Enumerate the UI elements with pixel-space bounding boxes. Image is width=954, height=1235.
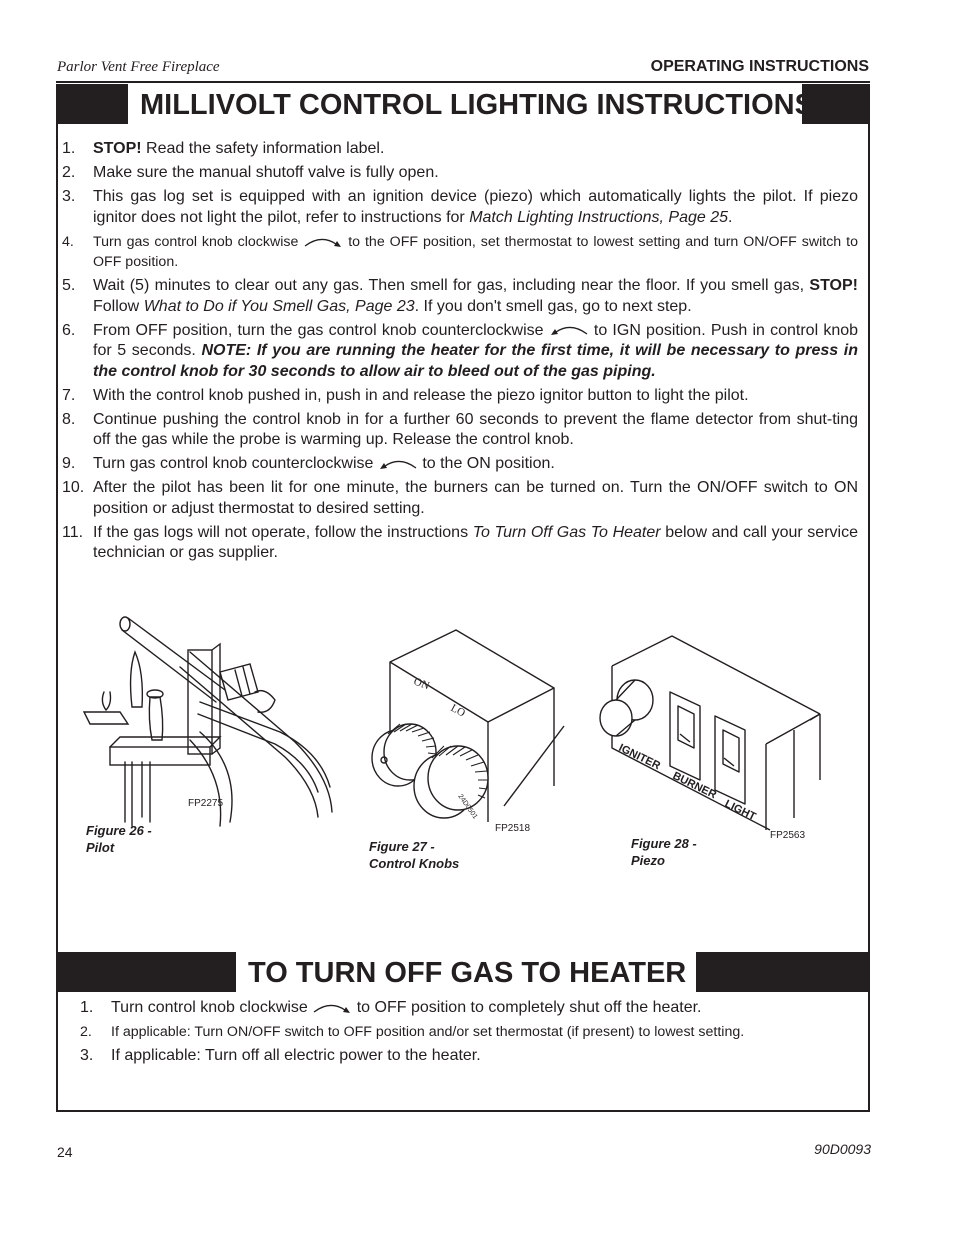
list-item: 10. After the pilot has been lit for one minute, the burners can be turned on. Turn the ON/OFF switch to ON position or adjust thermostat to desired setting. xyxy=(62,479,858,517)
section-title-lighting: MILLIVOLT CONTROL LIGHTING INSTRUCTIONS xyxy=(128,84,802,124)
knob-label-on: ON xyxy=(411,675,432,693)
knob-part-number: 24D0501 xyxy=(456,793,479,821)
list-item: 3. This gas log set is equipped with an ignition device (piezo) which automatically lights the pilot. If piezo ignitor does not light the pilot, refer to instructions for Match Lighting Instructions, Page 25. xyxy=(62,188,858,226)
header-section-name: OPERATING INSTRUCTIONS xyxy=(650,58,869,75)
figure-code-fp2563: FP2563 xyxy=(770,830,806,841)
piezo-label-burner: BURNER xyxy=(670,769,719,802)
list-item: 2. Make sure the manual shutoff valve is fully open. xyxy=(62,164,439,181)
figure-piezo-illustration xyxy=(580,630,825,835)
clockwise-arrow-icon xyxy=(312,1001,352,1015)
clockwise-arrow-icon xyxy=(303,235,343,249)
figure-caption-control-knobs: Figure 27 - Control Knobs xyxy=(369,839,460,871)
turn-off-steps-list xyxy=(80,998,860,1070)
piezo-label-light: LIGHT xyxy=(722,797,758,824)
section-title-turn-off: TO TURN OFF GAS TO HEATER xyxy=(236,952,696,992)
list-item: 1. Turn control knob clockwise to OFF position to completely shut off the heater. xyxy=(80,999,702,1016)
list-item: 5. Wait (5) minutes to clear out any gas. Then smell for gas, including near the floor. If you smell gas, STOP! Follow What to Do if You Smell Gas, Page 23. If you don't smell gas, go to next step. xyxy=(62,277,858,315)
figure-control-knobs-illustration xyxy=(358,626,573,826)
lighting-steps-list xyxy=(62,139,858,567)
counterclockwise-arrow-icon xyxy=(378,457,418,471)
header-rule xyxy=(56,81,870,83)
page-number: 24 xyxy=(57,1144,73,1160)
figure-code-fp2275: FP2275 xyxy=(188,798,224,809)
header-product-name: Parlor Vent Free Fireplace xyxy=(57,59,220,75)
figure-code-fp2518: FP2518 xyxy=(495,823,531,834)
knob-label-lo: LO xyxy=(448,702,468,720)
list-item: 6. From OFF position, turn the gas control knob counterclockwise to IGN position. Push in control knob for 5 seconds. NOTE: If you are running the heater for the first time, it will be necessary to press in the control knob for 30 seconds to allow air to bleed out of the gas piping. xyxy=(62,321,859,380)
list-item: 2. If applicable: Turn ON/OFF switch to OFF position and/or set thermostat (if present) to lowest setting. xyxy=(80,1024,745,1040)
figure-caption-pilot: Figure 26 - Pilot xyxy=(86,823,152,855)
document-number: 90D0093 xyxy=(814,1141,871,1157)
list-item: 8. Continue pushing the control knob in for a further 60 seconds to prevent the flame detector from shut-ting off the gas while the probe is warming up. Release the control knob. xyxy=(62,410,858,448)
counterclockwise-arrow-icon xyxy=(549,323,589,337)
figure-caption-piezo: Figure 28 - Piezo xyxy=(631,836,697,868)
list-item: 4. Turn gas control knob clockwise to the OFF position, set thermostat to lowest setting and turn ON/OFF switch to OFF position. xyxy=(62,233,858,270)
piezo-label-igniter: IGNITER xyxy=(616,741,663,773)
list-item: 3. If applicable: Turn off all electric power to the heater. xyxy=(80,1047,481,1064)
list-item: 7. With the control knob pushed in, push in and release the piezo ignitor button to light the pilot. xyxy=(62,386,749,404)
section-banner-turn-off xyxy=(58,952,868,992)
list-item: 11. If the gas logs will not operate, follow the instructions To Turn Off Gas To Heater below and call your service technician or gas supplier. xyxy=(62,523,858,561)
list-item: 1. STOP! Read the safety information label. xyxy=(62,140,385,157)
section-banner-lighting xyxy=(58,84,868,124)
list-item: 9. Turn gas control knob counterclockwise to the ON position. xyxy=(62,455,555,472)
